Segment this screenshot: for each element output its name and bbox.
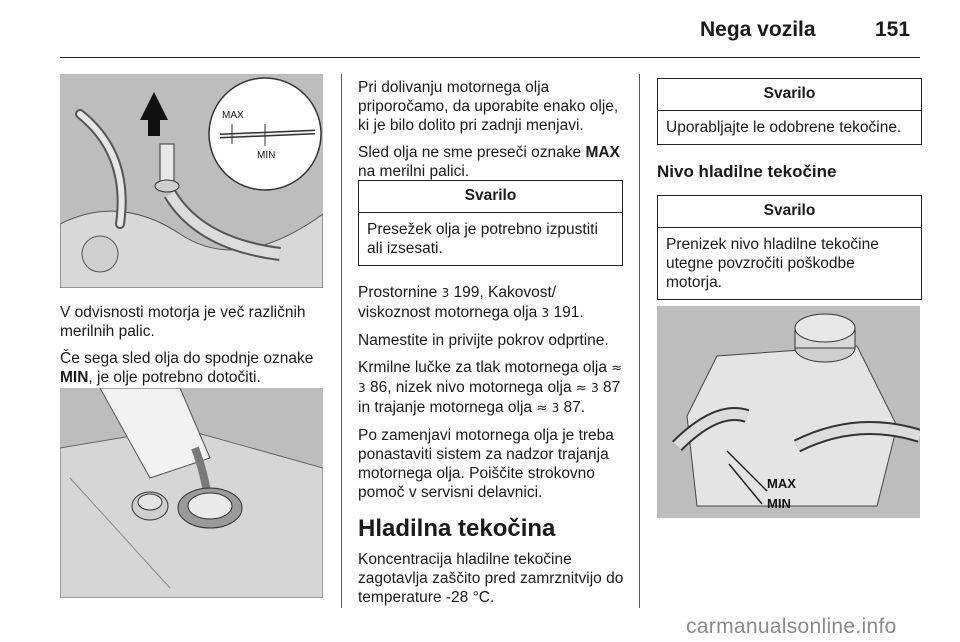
watermark: carmanualsonline.info [686,615,897,638]
warning-box-oil [358,180,623,266]
column-divider-1 [341,74,342,608]
oil-level-lamp-icon: ≈ [575,381,587,396]
warning-title: Svarilo [658,196,921,228]
col2-paragraph-2: Sled olja ne sme preseči oznake MAX na merilni palici. [358,144,620,180]
warning-body: Prenizek nivo hladilne tekočine utegne povzročiti poškodbe motorja. [666,236,879,291]
header-title: Nega vozila [700,18,816,41]
header-rule [60,57,920,58]
col2-text-bottom [358,283,630,615]
warning-body: Presežek olja je potrebno izpustiti ali izsesati. [367,221,598,257]
ref-arrow-icon: 3 [441,286,450,300]
ref-arrow-icon: 3 [551,401,560,415]
oil-filling-illustration [60,388,323,598]
col2-paragraph-5: Krmilne lučke za tlak motornega olja ≈ 3 86, nizek nivo motornega olja ≈ 3 87 in trajanje motornega olja ≈ 3 87. [358,359,623,416]
warning-box-coolant-level [657,195,922,300]
col2-paragraph-7: Koncentracija hladilne tekočine zagotavlja zaščito pred zamrznitvijo do temperature -28 °C. [358,551,624,606]
ref-arrow-icon: 3 [358,381,366,395]
warning-box-fluids [657,78,922,145]
warning-title: Svarilo [359,181,622,213]
col2-paragraph-3: Prostornine 3 199, Kakovost/ viskoznost motornega olja 3 191. [358,284,584,321]
column-divider-2 [639,74,640,608]
col2-paragraph-1: Pri dolivanju motornega olja priporočamo, da uporabite enako olje, ki je bilo dolito pri zadnji menjavi. [358,79,619,134]
warning-body: Uporabljajte le odobrene tekočine. [666,119,902,136]
fig3-min-label: MIN [767,496,791,511]
oil-life-lamp-icon: ≈ [536,401,548,416]
fig1-max-label: MAX [222,110,244,121]
col2-paragraph-6: Po zamenjavi motornega olja je treba ponastaviti sistem za nadzor trajanja motornega olja. Poiščite strokovno pomoč v servisni delavnici. [358,427,614,501]
ref-arrow-icon: 3 [541,306,550,320]
section-title-coolant-level: Nivo hladilne tekočine [657,162,837,181]
fig1-min-label: MIN [257,150,276,161]
col1-paragraph-2: Če sega sled olja do spodnje oznake MIN, je olje potrebno dotočiti. [60,350,314,386]
warning-title: Svarilo [658,79,921,111]
col1-text [60,303,328,395]
page-number: 151 [875,18,911,41]
coolant-reservoir-illustration [657,306,920,518]
col2-text-top [358,78,628,189]
oil-pressure-lamp-icon: ≈ [611,361,623,376]
col1-paragraph-1: V odvisnosti motorja je več različnih merilnih palic. [60,304,306,340]
section-title-coolant: Hladilna tekočina [358,515,556,542]
fig3-max-label: MAX [767,476,796,491]
ref-arrow-icon: 3 [591,381,599,395]
col2-paragraph-4: Namestite in privijte pokrov odprtine. [358,332,609,349]
dipstick-illustration [60,74,323,288]
